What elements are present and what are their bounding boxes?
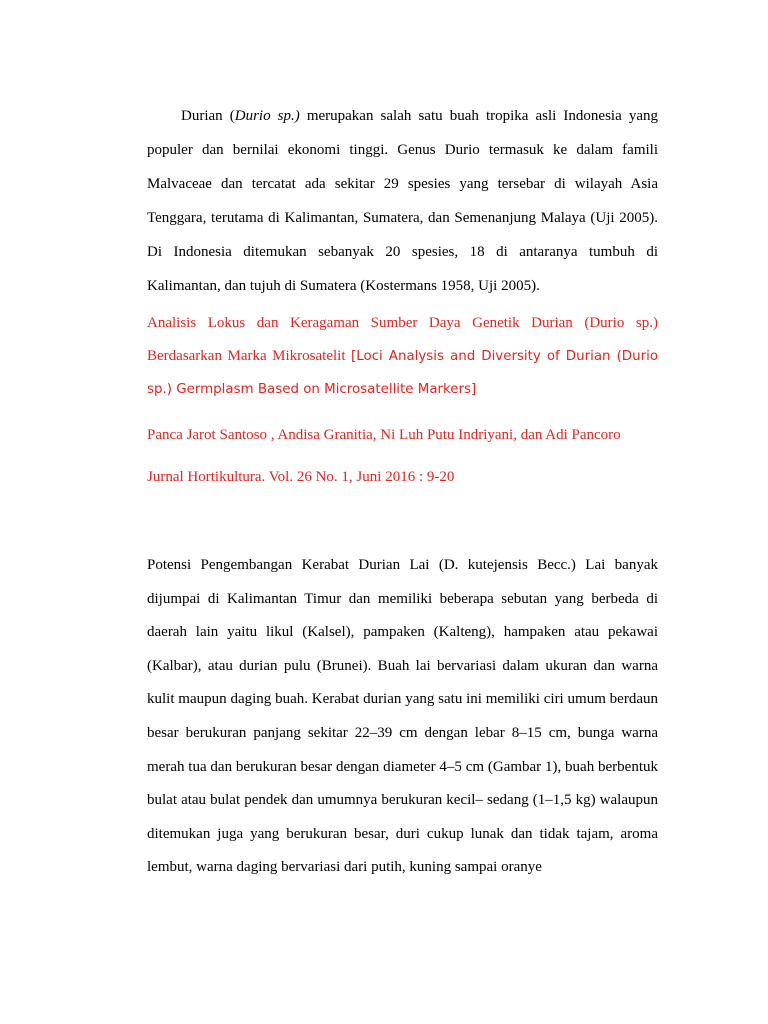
- intro-body: merupakan salah satu buah tropika asli Indonesia yang populer dan bernilai ekonomi tinggi. Genus Durio termasuk ke dalam famili Malvaceae dan tercatat ada sekitar 29 spesies yang tersebar di wilayah Asia Tenggara, terutama di Kalimantan, Sumatera, dan Semenanjung Malaya (Uji 2005). Di Indonesia ditemukan sebanyak 20 spesies, 18 di antaranya tumbuh di Kalimantan, dan tujuh di Sumatera (Kostermans 1958, Uji 2005).: [147, 108, 658, 294]
- paragraph-durian-intro: [147, 99, 658, 303]
- reference-authors: Panca Jarot Santoso , Andisa Granitia, Ni Luh Putu Indriyani, dan Adi Pancoro: [147, 427, 621, 443]
- reference-title: [147, 307, 658, 406]
- intro-lead: Durian (: [181, 108, 235, 124]
- species-name: Durio sp.): [234, 108, 300, 124]
- paragraph-durian-lai: Potensi Pengembangan Kerabat Durian Lai (D. kutejensis Becc.) Lai banyak dijumpai di Kalimantan Timur dan memiliki beberapa sebutan yang berbeda di daerah lain yaitu likul (Kalsel), pampaken (Kalteng), hampaken atau pekawai (Kalbar), atau durian pulu (Brunei). Buah lai bervariasi dalam ukuran dan warna kulit maupun daging buah. Kerabat durian yang satu ini memiliki ciri umum berdaun besar berukuran panjang sekitar 22–39 cm dengan lebar 8–15 cm, bunga warna merah tua dan berukuran besar dengan diameter 4–5 cm (Gambar 1), buah berbentuk bulat atau bulat pendek dan umumnya berukuran kecil– sedang (1–1,5 kg) walaupun ditemukan juga yang berukuran besar, duri cukup lunak dan tidak tajam, aroma lembut, warna daging bervariasi dari putih, kuning sampai oranye: [147, 557, 658, 876]
- reference-title-indonesian: Analisis Lokus dan Keragaman Sumber Daya Genetik Durian (Durio sp.) Berdasarkan Marka Mikrosatelit: [147, 315, 658, 364]
- reference-title-english: [Loci Analysis and Diversity of Durian (Durio sp.) Germplasm Based on Microsatellite Markers]: [147, 349, 659, 397]
- reference-journal: Jurnal Hortikultura. Vol. 26 No. 1, Juni 2016 : 9-20: [147, 469, 455, 485]
